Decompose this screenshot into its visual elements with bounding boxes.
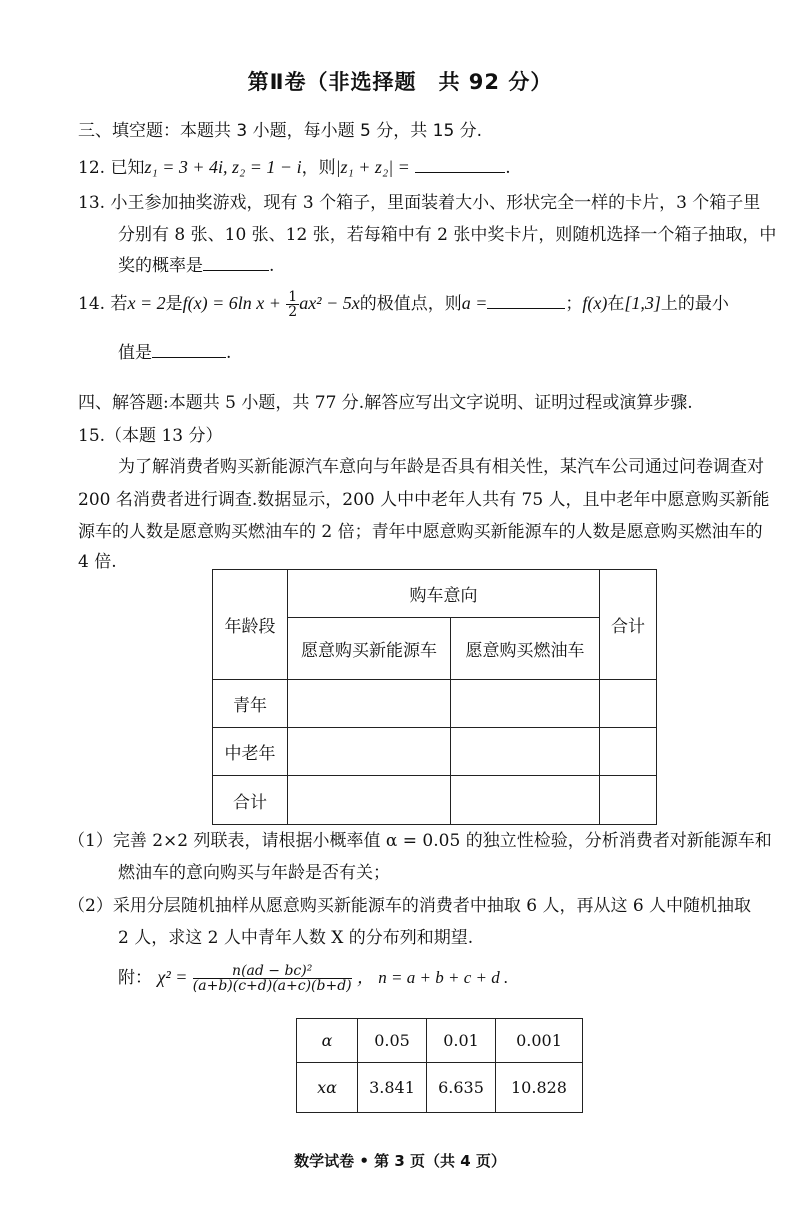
q13-number: 13. bbox=[78, 193, 106, 213]
table-row bbox=[213, 776, 657, 825]
q12-text-b: ，则 bbox=[301, 158, 336, 178]
formula-numerator: n(ad − bc)² bbox=[193, 964, 352, 979]
x-alpha-row-label: xα bbox=[297, 1063, 358, 1113]
q14-expr-f2: ax² − 5x bbox=[299, 293, 360, 313]
table-row-label-total: 合计 bbox=[213, 776, 288, 825]
q14-end: . bbox=[226, 343, 232, 363]
formula-chi: χ² = bbox=[157, 967, 188, 987]
table-cell[interactable] bbox=[288, 776, 451, 825]
alpha-value: 0.01 bbox=[427, 1019, 496, 1063]
critical-value: 10.828 bbox=[496, 1063, 583, 1113]
question-12 bbox=[78, 153, 511, 178]
q14-expr-f3: f(x) bbox=[582, 293, 608, 313]
q12-end: . bbox=[505, 158, 511, 178]
table-cell[interactable] bbox=[451, 776, 600, 825]
q12-text-a: 已知 bbox=[110, 158, 145, 178]
q14-interval: [1,3] bbox=[624, 293, 661, 313]
table-row-label-youth: 青年 bbox=[213, 680, 288, 728]
q14-expr-x: x = 2 bbox=[127, 293, 166, 313]
q14-text-f: 上的最小 bbox=[660, 294, 729, 314]
chi-square-formula bbox=[118, 962, 508, 993]
q14-frac-num: 1 bbox=[288, 289, 298, 305]
table-row bbox=[213, 728, 657, 776]
contingency-table bbox=[212, 569, 657, 825]
question-13-line3 bbox=[118, 251, 274, 276]
formula-label: 附： bbox=[118, 968, 152, 988]
question-14-line1 bbox=[78, 288, 729, 319]
q12-expr: z₁ = 3 + 4i, z₂ = 1 − i bbox=[144, 157, 302, 177]
formula-denominator: (a+b)(c+d)(a+c)(b+d) bbox=[192, 978, 352, 994]
formula-fraction bbox=[193, 964, 352, 993]
q15-paragraph-line4: 4 倍. bbox=[78, 552, 117, 572]
table-cell[interactable] bbox=[288, 728, 451, 776]
table-header-fuel: 愿意购买燃油车 bbox=[451, 618, 600, 680]
q14-text-c: 的极值点，则 bbox=[359, 294, 462, 314]
q14-expr-f: f(x) = 6ln x + bbox=[182, 293, 281, 313]
table-cell[interactable] bbox=[600, 776, 657, 825]
critical-value: 6.635 bbox=[427, 1063, 496, 1113]
table-header-new-energy: 愿意购买新能源车 bbox=[288, 618, 451, 680]
q15-part1-line1: （1）完善 2×2 列联表，请根据小概率值 α = 0.05 的独立性检验，分析消费者对新能源车和 bbox=[68, 831, 772, 851]
alpha-row-label: α bbox=[297, 1019, 358, 1063]
question-14-line2 bbox=[118, 338, 231, 363]
table-cell[interactable] bbox=[451, 728, 600, 776]
q15-paragraph-line3: 源车的人数是愿意购买燃油车的 2 倍；青年中愿意购买新能源车的人数是愿意购买燃油车的 bbox=[78, 522, 763, 542]
table-cell[interactable] bbox=[600, 728, 657, 776]
section4-heading: 四、解答题:本题共 5 小题，共 77 分.解答应写出文字说明、证明过程或演算步骤. bbox=[78, 393, 693, 413]
table-cell[interactable] bbox=[288, 680, 451, 728]
table-header-intent: 购车意向 bbox=[288, 570, 600, 618]
q12-expr2: |z₁ + z₂| = bbox=[335, 157, 410, 177]
q15-part2-line1: （2）采用分层随机抽样从愿意购买新能源车的消费者中抽取 6 人，再从这 6 人中随机抽取 bbox=[68, 896, 752, 916]
q13-end: . bbox=[269, 256, 275, 276]
q12-answer-blank[interactable] bbox=[415, 158, 505, 173]
question-13-line1 bbox=[78, 188, 760, 213]
formula-n: ， n = a + b + c + d . bbox=[357, 968, 509, 987]
table-header-age: 年龄段 bbox=[213, 570, 288, 680]
q13-answer-blank[interactable] bbox=[203, 256, 269, 271]
alpha-value: 0.05 bbox=[358, 1019, 427, 1063]
q13-line1: 小王参加抽奖游戏，现有 3 个箱子，里面装着大小、形状完全一样的卡片，3 个箱子里 bbox=[110, 193, 761, 213]
q15-paragraph-line2: 200 名消费者进行调查.数据显示，200 人中中老年人共有 75 人，且中老年中愿意购买新能 bbox=[78, 490, 770, 510]
table-row-label-middle-aged: 中老年 bbox=[213, 728, 288, 776]
table-cell[interactable] bbox=[451, 680, 600, 728]
q13-line3: 奖的概率是 bbox=[118, 256, 203, 276]
q13-line2: 分别有 8 张、10 张、12 张，若每箱中有 2 张中奖卡片，则随机选择一个箱子抽取，中 bbox=[118, 225, 777, 245]
alpha-value: 0.001 bbox=[496, 1019, 583, 1063]
q14-text-b: 是 bbox=[165, 294, 183, 314]
q15-part1-line2: 燃油车的意向购买与年龄是否有关； bbox=[118, 863, 390, 883]
q14-answer-blank-a[interactable] bbox=[487, 294, 565, 309]
q14-frac-den: 2 bbox=[288, 304, 298, 320]
section3-heading: 三、填空题：本题共 3 小题，每小题 5 分，共 15 分. bbox=[78, 121, 483, 141]
q14-fraction bbox=[286, 290, 299, 319]
q14-text-a: 若 bbox=[110, 294, 128, 314]
q14-expr-a: a = bbox=[461, 293, 488, 313]
q14-line2: 值是 bbox=[118, 343, 152, 363]
q14-answer-blank-min[interactable] bbox=[152, 343, 226, 358]
critical-value-table bbox=[296, 1018, 583, 1113]
q15-header: 15.（本题 13 分） bbox=[78, 426, 223, 446]
table-row bbox=[213, 680, 657, 728]
table-row bbox=[297, 1063, 583, 1113]
page-title: 第Ⅱ卷（非选择题 共 92 分） bbox=[247, 70, 553, 94]
table-row bbox=[297, 1019, 583, 1063]
q14-number: 14. bbox=[78, 294, 106, 314]
critical-value: 3.841 bbox=[358, 1063, 427, 1113]
table-cell[interactable] bbox=[600, 680, 657, 728]
q12-number: 12. bbox=[78, 158, 106, 178]
q15-paragraph-line1: 为了解消费者购买新能源汽车意向与年龄是否具有相关性，某汽车公司通过问卷调查对 bbox=[118, 457, 764, 477]
q14-text-e: 在 bbox=[607, 294, 625, 314]
table-header-total: 合计 bbox=[600, 570, 657, 680]
page-footer: 数学试卷 • 第 3 页（共 4 页） bbox=[294, 1152, 506, 1170]
q14-text-d: ； bbox=[565, 294, 583, 314]
q15-part2-line2: 2 人，求这 2 人中青年人数 X 的分布列和期望. bbox=[118, 928, 474, 948]
